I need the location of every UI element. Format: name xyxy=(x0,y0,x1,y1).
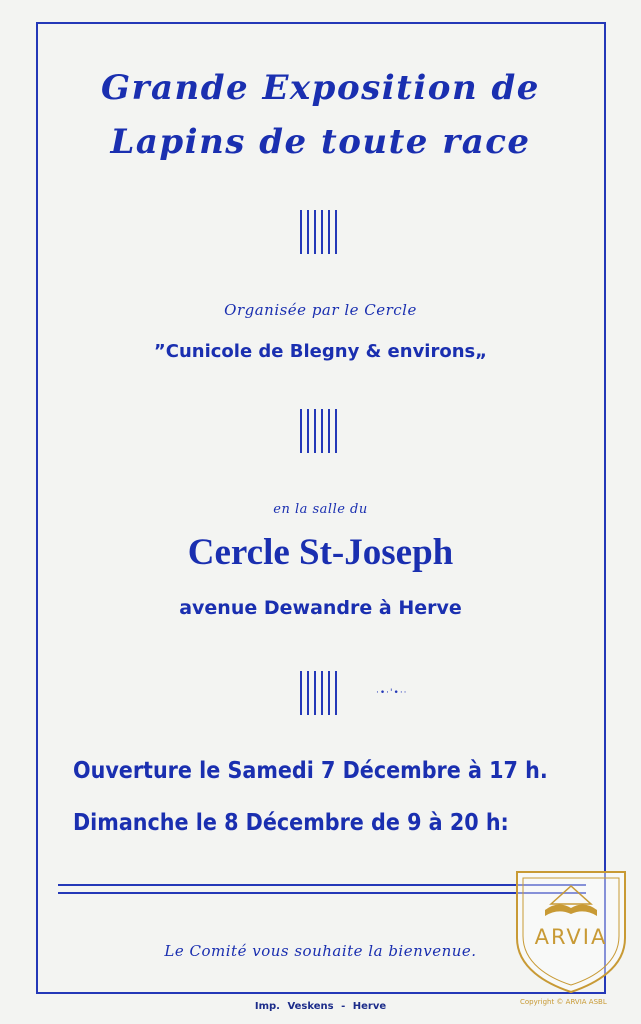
organizer-name: ”Cunicole de Blegny & environs„ xyxy=(153,341,488,362)
double-rule-bottom xyxy=(58,892,586,894)
venue-name: Cercle St-Joseph xyxy=(187,532,454,573)
organizer-intro: Organisée par le Cercle xyxy=(224,301,417,319)
venue-intro: en la salle du xyxy=(273,502,368,517)
double-rule-top xyxy=(58,884,586,886)
ink-specks: ·•·'•·· xyxy=(376,688,408,698)
divider-bars-1 xyxy=(300,210,342,254)
schedule-saturday: Ouverture le Samedi 7 Décembre à 17 h. xyxy=(73,758,548,784)
logo-text: ARVIA xyxy=(534,925,608,949)
title-line-1: Grande Exposition de xyxy=(101,68,540,108)
copyright-notice: Copyright © ARVIA ASBL xyxy=(520,998,607,1006)
welcome-message: Le Comité vous souhaite la bienvenue. xyxy=(164,942,477,960)
title-line-2: Lapins de toute race xyxy=(110,122,531,162)
printer-credit: Imp. Veskens - Herve xyxy=(254,1001,387,1012)
schedule-sunday: Dimanche le 8 Décembre de 9 à 20 h: xyxy=(73,810,509,836)
venue-address: avenue Dewandre à Herve xyxy=(179,597,462,619)
divider-bars-3 xyxy=(300,671,342,715)
divider-bars-2 xyxy=(300,409,342,453)
